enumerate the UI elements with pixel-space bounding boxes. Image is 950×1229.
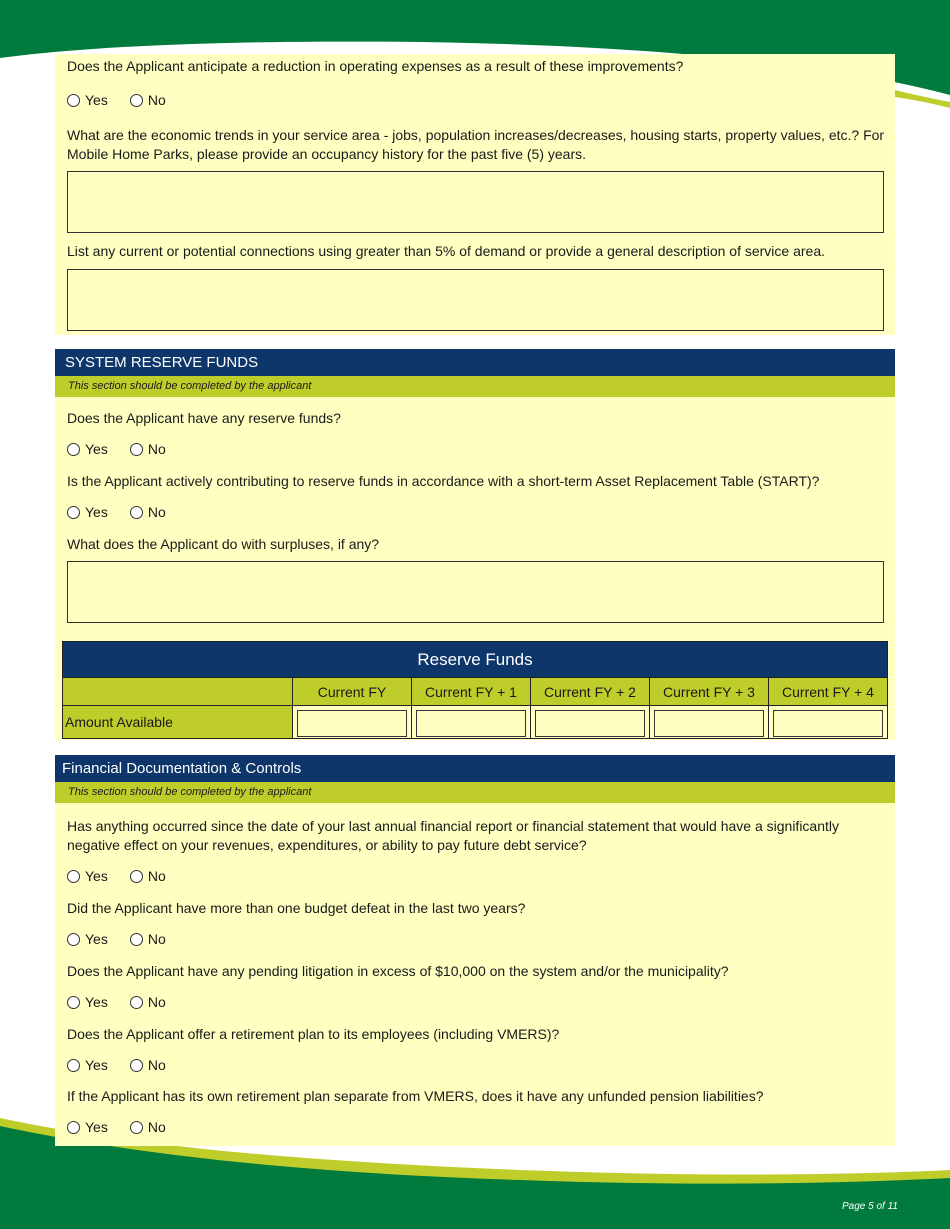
question-pending-litigation: Does the Applicant have any pending litigation in excess of $10,000 on the system and/or the municipality?: [67, 963, 729, 979]
amount-input-fy-plus-1[interactable]: [416, 710, 526, 737]
row-label-amount-available: Amount Available: [63, 706, 293, 739]
radio-circle-icon: [130, 443, 143, 456]
radio-circle-icon: [130, 1121, 143, 1134]
radio-yes[interactable]: Yes: [67, 441, 108, 457]
radio-circle-icon: [130, 933, 143, 946]
question-connections: List any current or potential connections using greater than 5% of demand or provide a general description of service area.: [67, 243, 825, 259]
section-subtitle-financial: This section should be completed by the applicant: [55, 782, 895, 803]
question-negative-effect: Has anything occurred since the date of your last annual financial report or financial statement that would have a significantly negative effect on your revenues, expenditures, or ability to pay future debt service?: [67, 818, 839, 853]
table-cell: [293, 706, 412, 739]
radio-group-operating-expenses: [67, 91, 188, 109]
column-header: Current FY + 2: [531, 678, 650, 706]
radio-circle-icon: [67, 443, 80, 456]
question-operating-expenses: Does the Applicant anticipate a reduction in operating expenses as a result of these improvements?: [67, 58, 684, 74]
radio-circle-icon: [130, 1059, 143, 1072]
table-cell: [650, 706, 769, 739]
radio-circle-icon: [67, 1059, 80, 1072]
radio-circle-icon: [67, 996, 80, 1009]
radio-circle-icon: [67, 870, 80, 883]
question-unfunded-pension: If the Applicant has its own retirement plan separate from VMERS, does it have any unfunded pension liabilities?: [67, 1088, 764, 1104]
radio-yes[interactable]: Yes: [67, 931, 108, 947]
radio-yes[interactable]: Yes: [67, 504, 108, 520]
question-economic-trends: What are the economic trends in your service area - jobs, population increases/decreases, housing starts, property values, etc.? For Mobile Home Parks, please provide an occupancy history for the past five (5) years.: [67, 127, 885, 162]
column-header: Current FY + 3: [650, 678, 769, 706]
radio-circle-icon: [67, 94, 80, 107]
section-header-financial: Financial Documentation & Controls: [55, 755, 895, 782]
column-header: Current FY + 4: [769, 678, 888, 706]
radio-yes[interactable]: Yes: [67, 994, 108, 1010]
reserve-funds-table-title: Reserve Funds: [63, 642, 888, 678]
radio-circle-icon: [67, 933, 80, 946]
radio-no[interactable]: No: [130, 994, 166, 1010]
amount-input-fy-plus-4[interactable]: [773, 710, 883, 737]
radio-no[interactable]: No: [130, 931, 166, 947]
radio-group-negative-effect: [67, 867, 188, 885]
section-header-reserve-funds: SYSTEM RESERVE FUNDS: [55, 349, 895, 376]
radio-circle-icon: [130, 94, 143, 107]
radio-yes[interactable]: Yes: [67, 1119, 108, 1135]
radio-group-retirement-plan: [67, 1056, 188, 1074]
question-reserve-funds: Does the Applicant have any reserve funds?: [67, 410, 341, 426]
radio-no[interactable]: No: [130, 504, 166, 520]
amount-input-fy[interactable]: [297, 710, 407, 737]
table-cell: [769, 706, 888, 739]
radio-group-reserve-funds: [67, 440, 188, 458]
radio-group-pending-litigation: [67, 993, 188, 1011]
question-surpluses: What does the Applicant do with surpluses, if any?: [67, 536, 380, 552]
radio-no[interactable]: No: [130, 868, 166, 884]
table-corner-cell: [63, 678, 293, 706]
radio-yes[interactable]: Yes: [67, 92, 108, 108]
amount-input-fy-plus-3[interactable]: [654, 710, 764, 737]
section-subtitle-reserve-funds: This section should be completed by the applicant: [55, 376, 895, 397]
radio-yes[interactable]: Yes: [67, 868, 108, 884]
amount-input-fy-plus-2[interactable]: [535, 710, 645, 737]
reserve-funds-table: [62, 641, 888, 739]
question-retirement-plan: Does the Applicant offer a retirement plan to its employees (including VMERS)?: [67, 1026, 560, 1042]
column-header: Current FY + 1: [412, 678, 531, 706]
radio-circle-icon: [130, 870, 143, 883]
radio-no[interactable]: No: [130, 441, 166, 457]
radio-no[interactable]: No: [130, 1057, 166, 1073]
radio-yes[interactable]: Yes: [67, 1057, 108, 1073]
radio-circle-icon: [67, 506, 80, 519]
radio-circle-icon: [130, 996, 143, 1009]
question-start-contributions: Is the Applicant actively contributing to reserve funds in accordance with a short-term Asset Replacement Table (START)?: [67, 473, 820, 489]
column-header: Current FY: [293, 678, 412, 706]
radio-no[interactable]: No: [130, 1119, 166, 1135]
radio-group-start-contributions: [67, 503, 188, 521]
radio-group-budget-defeat: [67, 930, 188, 948]
table-cell: [531, 706, 650, 739]
connections-textarea[interactable]: [67, 269, 884, 331]
radio-circle-icon: [130, 506, 143, 519]
radio-circle-icon: [67, 1121, 80, 1134]
page-number: Page 5 of 11: [842, 1201, 898, 1212]
question-budget-defeat: Did the Applicant have more than one budget defeat in the last two years?: [67, 900, 526, 916]
table-cell: [412, 706, 531, 739]
economic-trends-textarea[interactable]: [67, 171, 884, 233]
surpluses-textarea[interactable]: [67, 561, 884, 623]
radio-group-unfunded-pension: [67, 1118, 188, 1136]
radio-no[interactable]: No: [130, 92, 166, 108]
